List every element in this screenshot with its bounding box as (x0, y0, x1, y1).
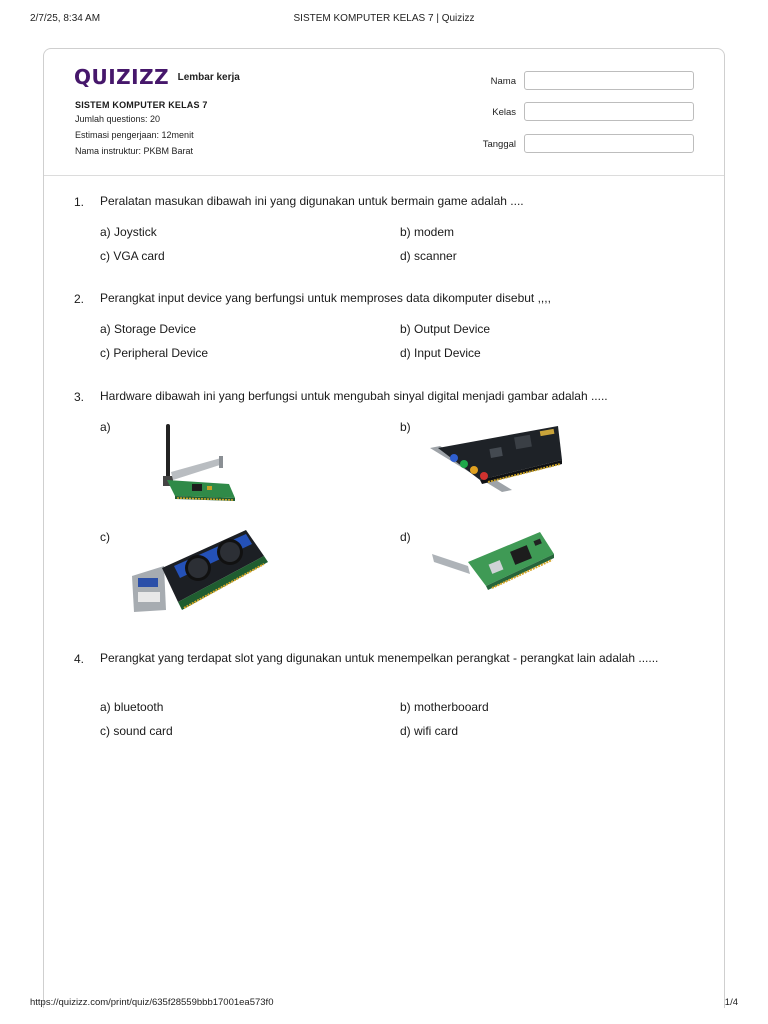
option-text: bluetooth (114, 700, 164, 714)
option-label: c) (100, 724, 110, 738)
print-date: 2/7/25, 8:34 AM (30, 13, 101, 24)
option-d (400, 724, 458, 738)
option-text: Input Device (414, 346, 481, 360)
question-number: 2. (74, 292, 85, 306)
option-c-label: c) (100, 530, 110, 544)
tanggal-field[interactable] (524, 134, 694, 153)
nama-field[interactable] (524, 71, 694, 90)
print-footer (30, 997, 738, 1011)
option-label: c) (100, 346, 110, 360)
option-b (400, 225, 454, 239)
question-number: 3. (74, 390, 85, 404)
option-text: motherbooard (414, 700, 489, 714)
wifi-card-image (137, 418, 252, 510)
vga-card-image (118, 526, 270, 614)
question-text: Peralatan masukan dibawah ini yang digunakan untuk bermain game adalah .... (100, 194, 524, 208)
option-label: d) (400, 249, 411, 263)
option-c (100, 724, 173, 738)
option-text: modem (414, 225, 455, 239)
question-text: Perangkat input device yang berfungsi untuk memproses data dikomputer disebut ,,,, (100, 291, 551, 305)
option-text: sound card (113, 724, 173, 738)
option-label: b) (400, 225, 411, 239)
print-title: SISTEM KOMPUTER KELAS 7 | Quizizz (293, 13, 475, 24)
option-b-label: b) (400, 420, 411, 434)
question-number: 4. (74, 652, 85, 666)
quiz-title: SISTEM KOMPUTER KELAS 7 (75, 100, 208, 110)
page-url[interactable]: https://quizizz.com/print/quiz/635f28559bbb17001ea573f0 (30, 997, 274, 1008)
option-a (100, 700, 163, 714)
option-text: Output Device (414, 322, 491, 336)
logo-subtitle: Lembar kerja (177, 71, 240, 83)
option-text: Peripheral Device (113, 346, 209, 360)
question-number: 1. (74, 195, 85, 209)
instructor-name: Nama instruktur: PKBM Barat (75, 146, 194, 156)
questions-count: Jumlah questions: 20 (75, 114, 161, 124)
estimated-time: Estimasi pengerjaan: 12menit (75, 130, 194, 140)
question-text: Perangkat yang terdapat slot yang digunakan untuk menempelkan perangkat - perangkat lain adalah ...... (100, 651, 659, 665)
option-text: wifi card (414, 724, 459, 738)
option-label: b) (400, 700, 411, 714)
option-text: Joystick (114, 225, 157, 239)
nama-label: Nama (490, 76, 516, 87)
option-text: Storage Device (114, 322, 197, 336)
option-text: VGA card (113, 249, 165, 263)
option-b (400, 700, 489, 714)
option-a (100, 225, 157, 239)
option-text: scanner (414, 249, 457, 263)
option-a-label: a) (100, 420, 111, 434)
option-a (100, 322, 196, 336)
option-label: b) (400, 322, 411, 336)
page-number: 1/4 (724, 997, 738, 1008)
question-text: Hardware dibawah ini yang berfungsi untuk mengubah sinyal digital menjadi gambar adalah ..... (100, 389, 608, 403)
option-d (400, 249, 457, 263)
logo-wordmark: QUIZIZZ (74, 65, 170, 89)
option-c (100, 249, 165, 263)
kelas-label: Kelas (492, 107, 516, 118)
option-b (400, 322, 490, 336)
option-label: d) (400, 724, 411, 738)
option-label: d) (400, 346, 411, 360)
print-header (30, 13, 738, 27)
quizizz-logo (74, 65, 240, 91)
option-c (100, 346, 208, 360)
option-label: a) (100, 322, 111, 336)
option-label: a) (100, 225, 111, 239)
option-d (400, 346, 481, 360)
network-card-image (428, 524, 558, 594)
option-label: c) (100, 249, 110, 263)
option-label: a) (100, 700, 111, 714)
worksheet-header (44, 49, 724, 176)
kelas-field[interactable] (524, 102, 694, 121)
option-d-label: d) (400, 530, 411, 544)
sound-card-image (420, 418, 570, 498)
tanggal-label: Tanggal (482, 139, 516, 150)
